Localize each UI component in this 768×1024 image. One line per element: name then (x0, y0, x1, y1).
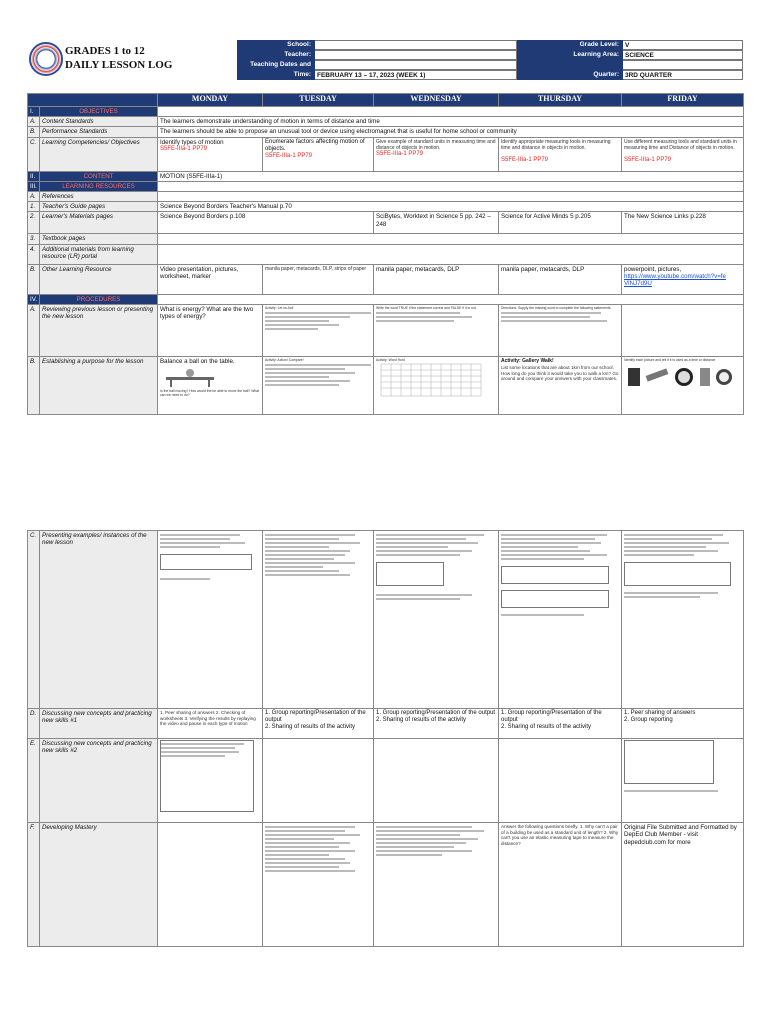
youtube-link[interactable]: https://www.youtube.com/watch?v=fe VlNJ7d9U (624, 272, 726, 288)
dll-header (27, 40, 743, 90)
teacher-value (315, 50, 517, 60)
day-monday: MONDAY (158, 94, 263, 107)
day-tuesday: TUESDAY (263, 94, 374, 107)
row-other-resources: B. Other Learning Resource Video presentation, pictures, worksheet, marker manila paper, metacards, DLP, strips of paper manila paper, metacards, DLP manila paper, metacards, DLP powerpoint, pictures, https://www.youtube.com/watch?v=fe VlNJ7d9U (28, 264, 744, 294)
dll-table-page1 (27, 93, 744, 415)
header-info-grid: School: Grade Level: V Teacher: Learning Area: SCIENCE Teaching Dates and Time: FEBRUARY 13 – 17, 2023 (WEEK 1) Quarter: 3RD QUARTER (237, 40, 743, 80)
measuring-tools-pictures (624, 362, 736, 392)
row-tg-pages: 1. Teacher's Guide pages Science Beyond Borders Teacher's Manual p.70 (28, 202, 744, 212)
day-thursday: THURSDAY (499, 94, 622, 107)
row-discussing-1: D. Discussing new concepts and practicing new skills #1 1. Peer sharing of answers 2. Checking of worksheets 3. Verifying the results by replaying the video and pause in each type of motion 1. Group reporting/Presentation of the output 2. Sharing of results of the activity 1. Group reporting/Presentation of the output 2. Sharing of results of the activity 1. Group reporting/Presentation of the output 2. Sharing of results of the activity 1. Peer sharing of answers 2. Group reporting (28, 709, 744, 739)
word-hunt-grid (376, 362, 486, 398)
row-lm-pages: 2. Learner's Materials pages Science Beyond Borders p.108 SciBytes, Worktext in Science 5 pp. 242 – 248 Science for Active Minds 5 p.205 The New Science Links p.228 (28, 212, 744, 234)
row-presenting: C. Presenting examples/ instances of the new lesson (28, 531, 744, 709)
table-ball-illustration (160, 365, 220, 387)
grade-value: V (623, 40, 743, 50)
day-header-row (28, 94, 744, 107)
row-mastery: F. Developing Mastery Answer the following questions briefly. 1. Why can't a pair of a building be used as a standard unit of length? 2. Why can't you use an elastic measuring tape to measure the distance? Original File Submitted and Formatted by DepEd Club Member - visit depedclub.com for more (28, 823, 744, 947)
dll-table-page2 (27, 530, 744, 947)
form-title: GRADES 1 to 12 DAILY LESSON LOG (65, 45, 173, 71)
row-discussing-2: E. Discussing new concepts and practicing new skills #2 (28, 739, 744, 823)
row-reviewing: A. Reviewing previous lesson or presenting the new lesson What is energy? What are the two types of energy? Activity: Let us Act! Write the word TRUE if the statement correct and FALSE if it is not. Directions: Supply the missing word to complete the following statements. (28, 304, 744, 356)
row-objectives: I. OBJECTIVES (28, 107, 744, 117)
row-textbook: 3. Textbook pages (28, 234, 744, 244)
school-value (315, 40, 517, 50)
row-purpose: B. Establishing a purpose for the lesson Balance a ball on the table. Is the ball moving? How would the be able to move the ball? What can we need to do? Activity: Action! Compare! Activity: Word Hunt Activity: Gallery Walk! List some locations that are about 1km from our school. How long do you think it would take you to walk a km? Go around and compare your answers with your classmates. Identify each picture and tell if it is used as a time or distance (28, 356, 744, 414)
row-references: A. References (28, 192, 744, 202)
day-wednesday: WEDNESDAY (374, 94, 499, 107)
row-learning-resources: III. LEARNING RESOURCES (28, 181, 744, 191)
row-competencies: C. Learning Competencies/ Objectives Identify types of motion S5FE-IIIa-1 PP79 Enumerate factors affecting motion of objects. S5FE-IIIa-1 PP79 Give example of standard units in measuring time and distance of objects in motion. S5FE-IIIa-1 PP79 Identify appropriate measuring tools in measuring time and distance in objects in motion. S5FE-IIIa-1 PP79 Use different measuring tools and standard units in measuring time and Distance of objects in motion. S5FE-IIIa-1 PP79 (28, 137, 744, 171)
dates-value: FEBRUARY 13 – 17, 2023 (WEEK 1) (315, 70, 517, 80)
quarter-value: 3RD QUARTER (623, 70, 743, 80)
row-additional: 4. Additional materials from learning resource (LR) portal (28, 244, 744, 264)
row-content: II. CONTENT MOTION (S5FE-IIIa-1) (28, 171, 744, 181)
row-procedures: IV. PROCEDURES (28, 294, 744, 304)
deped-seal-icon (29, 42, 63, 76)
area-value: SCIENCE (623, 50, 743, 60)
day-friday: FRIDAY (622, 94, 744, 107)
row-performance-standards: B. Performance Standards The learners should be able to propose an unusual tool or device using electromagnet that is useful for home school or community (28, 127, 744, 137)
row-content-standards: A. Content Standards The learners demonstrate understanding of motion in terms of distance and time (28, 117, 744, 127)
